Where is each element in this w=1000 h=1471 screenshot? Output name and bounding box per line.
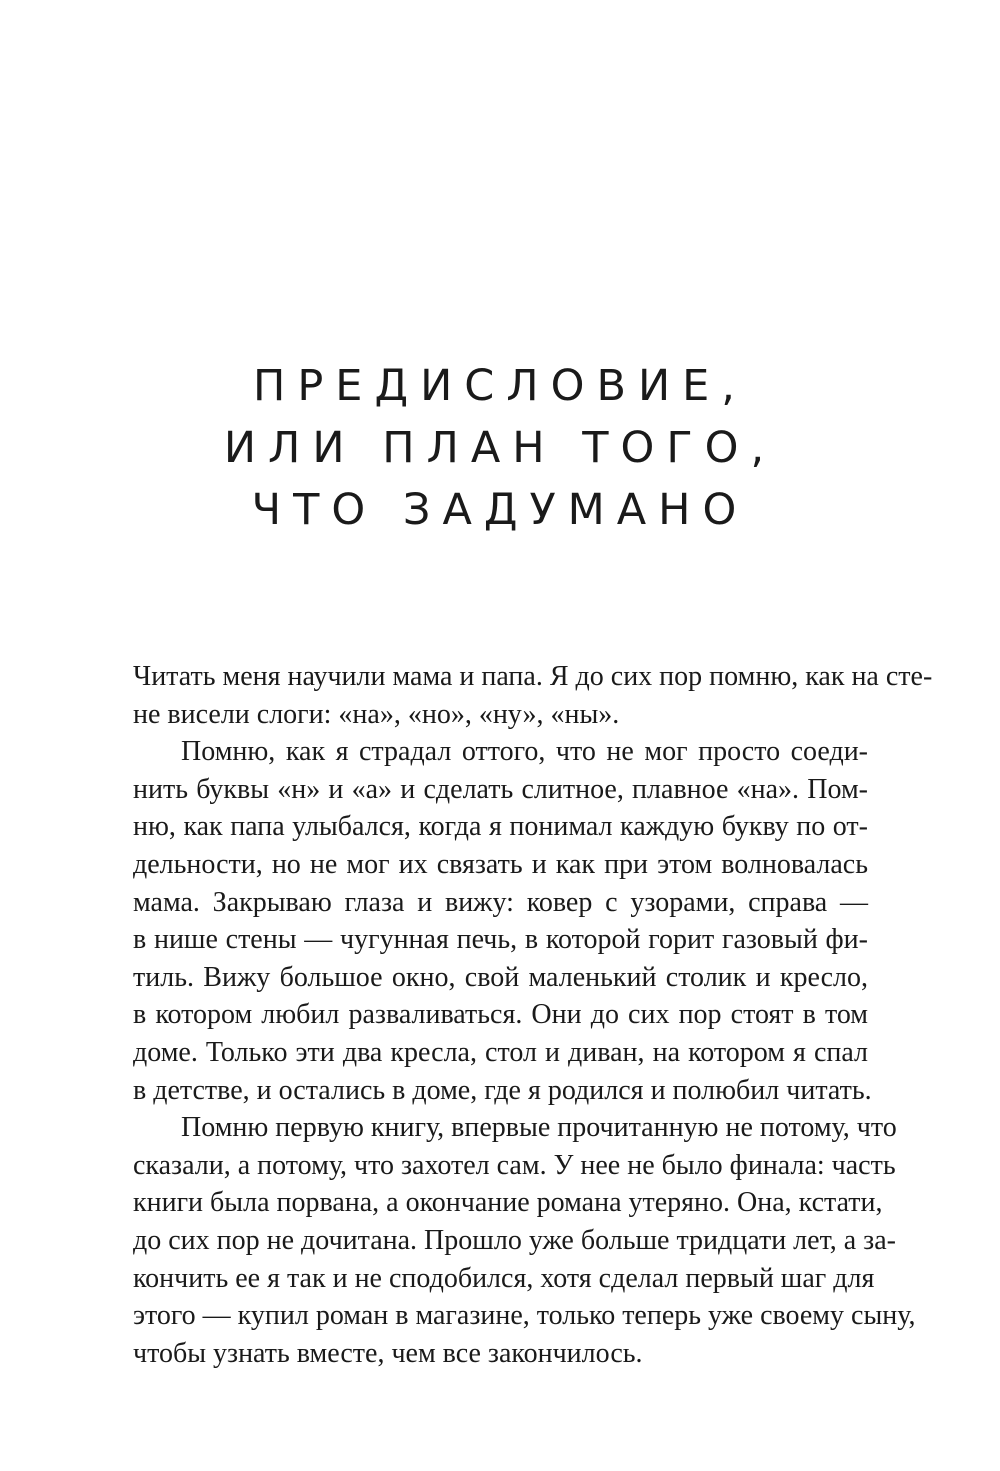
text-line: не висели слоги: «на», «но», «ну», «ны».	[133, 698, 620, 730]
chapter-title-line-1: ПРЕДИСЛОВИЕ,	[253, 361, 747, 411]
text-line: в детстве, и остались в доме, где я родился и полюбил читать.	[133, 1074, 872, 1106]
text-line: доме. Только эти два кресла, стол и диван, на котором я спал	[133, 1036, 868, 1068]
text-line: Помню, как я страдал оттого, что не мог просто соеди-	[181, 736, 868, 768]
text-line: сказали, а потому, что захотел сам. У нее не было финала: часть	[133, 1149, 896, 1181]
chapter-title-line-2: ИЛИ ПЛАН ТОГО,	[223, 423, 777, 473]
text-line: книги была порвана, а окончание романа утеряно. Она, кстати,	[133, 1187, 883, 1219]
text-line: Читать меня научили мама и папа. Я до сих пор помню, как на сте-	[133, 661, 933, 692]
text-line: чтобы узнать вместе, чем все закончилось.	[133, 1337, 643, 1369]
text-line: тиль. Вижу большое окно, свой маленький столик и кресло,	[133, 961, 868, 993]
paragraph-3	[133, 1109, 916, 1372]
body-text	[133, 658, 933, 1372]
text-line: нить буквы «н» и «а» и сделать слитное, плавное «на». Пом-	[133, 773, 868, 805]
paragraph-1	[133, 658, 933, 733]
text-line: ню, как папа улыбался, когда я понимал каждую букву по от-	[133, 811, 868, 843]
text-line: в котором любил разваливаться. Они до сих пор стоят в том	[133, 999, 868, 1031]
text-line: в нише стены — чугунная печь, в которой горит газовый фи-	[133, 924, 868, 956]
text-line: этого — купил роман в магазине, только теперь уже своему сыну,	[133, 1300, 916, 1332]
text-line: Помню первую книгу, впервые прочитанную не потому, что	[181, 1112, 897, 1144]
text-line: до сих пор не дочитана. Прошло уже больше тридцати лет, а за-	[133, 1224, 896, 1256]
chapter-title-line-3: ЧТО ЗАДУМАНО	[251, 485, 749, 535]
text-line: кончить ее я так и не сподобился, хотя сделал первый шаг для	[133, 1262, 875, 1294]
chapter-title	[0, 355, 1000, 541]
text-line: дельности, но не мог их связать и как при этом волновалась	[133, 848, 868, 880]
text-line: мама. Закрываю глаза и вижу: ковер с узорами, справа —	[133, 886, 868, 918]
paragraph-2	[133, 733, 872, 1109]
